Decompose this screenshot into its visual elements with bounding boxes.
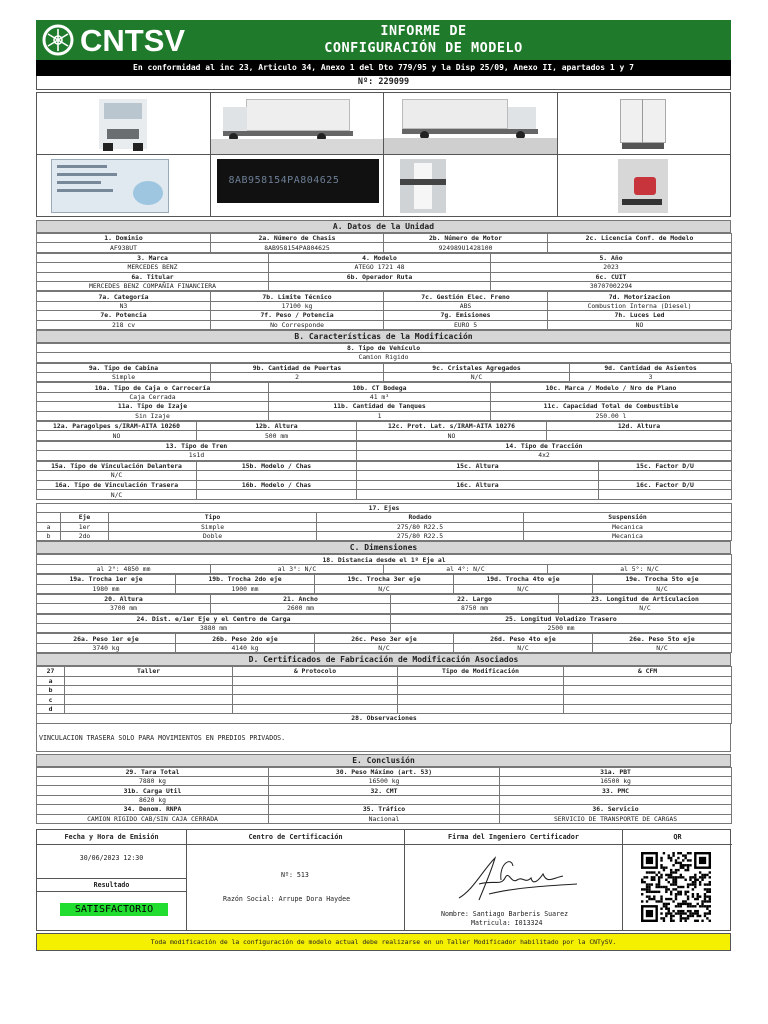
- section-c-trochas: [36, 574, 732, 594]
- label-peso-2: 26b. Peso 2do eje: [176, 634, 315, 643]
- photo-chassis-number: [211, 155, 385, 217]
- value-centro-razon: Razón Social: Arrupe Dora Haydee: [223, 894, 351, 903]
- value-trocha-4: N/C: [454, 584, 593, 593]
- label-peso-3: 26c. Peso 3er eje: [315, 634, 454, 643]
- certification-footer: [36, 829, 731, 931]
- value-asientos: 3: [570, 373, 732, 382]
- value-dist-5: al 5°: N/C: [548, 564, 732, 573]
- label-luces: 7h. Luces Led: [548, 311, 732, 320]
- section-c-carga: [36, 614, 732, 634]
- label-vinc-tras-modelo: 16b. Modelo / Chas: [197, 480, 357, 489]
- label-asientos: 9d. Cantidad de Asientos: [570, 363, 732, 372]
- value-pmc: [500, 795, 732, 804]
- value-tipo-vehiculo: Camion Rigido: [37, 353, 731, 362]
- table-row: [37, 676, 732, 685]
- table-row: [37, 704, 732, 713]
- ejes-head-suspension: Suspensión: [524, 513, 732, 522]
- certificados-table: [36, 666, 732, 723]
- label-vinc-tras-altura: 16c. Altura: [357, 480, 599, 489]
- label-motor: 2b. Número de Motor: [384, 234, 548, 243]
- photo-rear-light: [558, 155, 732, 217]
- value-peso-2: 4140 kg: [176, 643, 315, 652]
- report-title: [236, 23, 611, 57]
- section-b-title: B. Características de la Modificación: [36, 330, 731, 343]
- value-vinc-del-altura: [357, 470, 599, 480]
- value-vinc-del-factor: [599, 470, 732, 480]
- section-b-table-15: [36, 461, 732, 500]
- value-emisiones: EURO 5: [384, 320, 548, 329]
- section-b-table: [36, 343, 731, 363]
- label-altura: 20. Altura: [37, 594, 211, 603]
- eje-idx: a: [37, 522, 61, 531]
- value-cmt: [269, 795, 500, 804]
- label-puertas: 9b. Cantidad de Puertas: [211, 363, 384, 372]
- value-firma-matricula: Matricula: I013324: [471, 918, 543, 927]
- value-puertas: 2: [211, 373, 384, 382]
- qr-code[interactable]: [633, 852, 719, 922]
- label-servicio: 36. Servicio: [500, 805, 732, 814]
- value-articulacion: N/C: [559, 604, 732, 613]
- ejes-head-eje: Eje: [61, 513, 109, 522]
- value-peso-3: N/C: [315, 643, 454, 652]
- cert-head-cfm: & CFM: [564, 667, 732, 676]
- cert-row-letter: b: [37, 686, 65, 695]
- value-motorizacion: Combustion Interna (Diesel): [548, 301, 732, 310]
- value-traccion: 4x2: [357, 451, 732, 460]
- label-tara: 29. Tara Total: [37, 767, 269, 776]
- value-combustible: 250.00 l: [491, 411, 732, 420]
- cert-head-taller: Taller: [65, 667, 233, 676]
- section-b-table-9: [36, 363, 732, 383]
- label-peso-5: 26e. Peso 5to eje: [593, 634, 732, 643]
- label-prot-lat: 12c. Prot. Lat. s/IRAM-AITA 10276: [357, 422, 547, 431]
- value-vinc-del-modelo: [197, 470, 357, 480]
- label-largo: 22. Largo: [391, 594, 559, 603]
- eje-tipo: Simple: [109, 522, 317, 531]
- status-badge: SATISFACTORIO: [60, 903, 168, 916]
- center-column: [187, 830, 405, 930]
- section-a-table-3: [36, 291, 732, 330]
- value-potencia: 218 cv: [37, 320, 211, 329]
- label-peso-4: 26d. Peso 4to eje: [454, 634, 593, 643]
- label-carga-util: 31b. Carga Util: [37, 786, 269, 795]
- eje-idx: b: [37, 531, 61, 540]
- ejes-head-idx: [37, 513, 61, 522]
- notice-banner: Toda modificación de la configuración de modelo actual debe realizarse en un Taller Modificador habilitado por la CNTySV.: [36, 933, 731, 951]
- value-luces: NO: [548, 320, 732, 329]
- label-firma: Firma del Ingeniero Certificador: [405, 830, 622, 845]
- label-bodega: 10b. CT Bodega: [269, 383, 491, 392]
- section-c-pesos: [36, 633, 732, 653]
- label-trocha-1: 19a. Trocha 1er eje: [37, 575, 176, 584]
- value-anio: 2023: [491, 263, 732, 272]
- value-peso-4: N/C: [454, 643, 593, 652]
- report-page: [36, 20, 731, 951]
- value-centro-nro: Nº: 513: [281, 870, 309, 879]
- label-caja: 10a. Tipo de Caja o Carrocería: [37, 383, 269, 392]
- label-freno: 7c. Gestión Elec. Freno: [384, 292, 548, 301]
- eje-num: 1er: [61, 522, 109, 531]
- label-voladizo: 25. Longitud Voladizo Trasero: [391, 614, 732, 623]
- value-paragolpes-altura: 500 mm: [197, 431, 357, 440]
- value-cuit: 30707002294: [491, 281, 732, 290]
- observaciones-text: VINCULACION TRASERA SOLO PARA MOVIMIENTOS EN PREDIOS PRIVADOS.: [36, 724, 731, 752]
- conclusion-table: [36, 767, 732, 824]
- label-dominio: 1. Dominio: [37, 234, 211, 243]
- label-cuit: 6c. CUIT: [491, 272, 732, 281]
- label-distancia: 18. Distancia desde el 1º Eje al: [37, 555, 732, 564]
- report-number: Nº: 229099: [36, 76, 731, 90]
- eje-suspension: Mecanica: [524, 531, 732, 540]
- value-peso-5: N/C: [593, 643, 732, 652]
- engineer-signature: [453, 850, 583, 905]
- label-marca: 3. Marca: [37, 253, 269, 262]
- eje-tipo: Doble: [109, 531, 317, 540]
- label-cristales: 9c. Cristales Agregados: [384, 363, 570, 372]
- value-plano: [491, 392, 732, 401]
- value-servicio: SERVICIO DE TRANSPORTE DE CARGAS: [500, 814, 732, 823]
- label-vinc-tras: 16a. Tipo de Vinculación Trasera: [37, 480, 197, 489]
- value-peso-potencia: No Corresponde: [211, 320, 384, 329]
- value-vinc-del: N/C: [37, 470, 197, 480]
- photo-rear: [558, 93, 732, 155]
- label-traccion: 14. Tipo de Tracción: [357, 441, 732, 450]
- cert-row-letter: a: [37, 676, 65, 685]
- value-largo: 8750 mm: [391, 604, 559, 613]
- photo-front: [37, 93, 211, 155]
- label-titular: 6a. Titular: [37, 272, 269, 281]
- ejes-head-tipo: Tipo: [109, 513, 317, 522]
- value-firma-nombre: Nombre: Santiago Barberis Suarez: [441, 909, 569, 918]
- brand-text: CNTSV: [80, 23, 186, 57]
- label-categoria: 7a. Categoría: [37, 292, 211, 301]
- label-trocha-5: 19e. Trocha 5to eje: [593, 575, 732, 584]
- table-row: [37, 695, 732, 704]
- label-prot-lat-altura: 12d. Altura: [547, 422, 732, 431]
- photo-side-right: [384, 93, 558, 155]
- value-categoria: N3: [37, 301, 211, 310]
- label-tanques: 11b. Cantidad de Tanques: [269, 402, 491, 411]
- value-chasis: 8AB958154PA804625: [211, 243, 384, 252]
- value-tara: 7880 kg: [37, 776, 269, 785]
- value-dominio: AF938UT: [37, 243, 211, 252]
- value-izaje: Sin Izaje: [37, 411, 269, 420]
- eje-num: 2do: [61, 531, 109, 540]
- value-caja: Caja Cerrada: [37, 392, 269, 401]
- value-limite: 17100 kg: [211, 301, 384, 310]
- section-b-table-10: [36, 382, 732, 421]
- value-vinc-tras: N/C: [37, 490, 197, 499]
- label-centro: Centro de Certificación: [187, 830, 404, 845]
- cert-head-tipo: Tipo de Modificación: [398, 667, 564, 676]
- value-dist-3: al 3°: N/C: [211, 564, 384, 573]
- value-freno: ABS: [384, 301, 548, 310]
- label-peso-potencia: 7f. Peso / Potencia: [211, 311, 384, 320]
- value-trocha-1: 1980 mm: [37, 584, 176, 593]
- table-row: [37, 522, 732, 531]
- label-peso-maximo: 30. Peso Máximo (art. 53): [269, 767, 500, 776]
- section-d-title: D. Certificados de Fabricación de Modificación Asociados: [36, 653, 731, 666]
- value-peso-1: 3740 kg: [37, 643, 176, 652]
- value-vinc-tras-altura: [357, 490, 599, 499]
- label-licencia: 2c. Licencia Conf. de Modelo: [548, 234, 732, 243]
- cert-row-letter: c: [37, 695, 65, 704]
- label-observaciones: 28. Observaciones: [37, 714, 732, 723]
- label-tren: 13. Tipo de Tren: [37, 441, 357, 450]
- value-operador: [269, 281, 491, 290]
- label-anio: 5. Año: [491, 253, 732, 262]
- label-resultado: Resultado: [37, 878, 186, 892]
- label-rnpa: 34. Denom. RNPA: [37, 805, 269, 814]
- label-vinc-del: 15a. Tipo de Vinculación Delantera: [37, 461, 197, 470]
- label-vinc-del-altura: 15c. Altura: [357, 461, 599, 470]
- label-modelo: 4. Modelo: [269, 253, 491, 262]
- value-altura: 3700 mm: [37, 604, 211, 613]
- value-tren: 1s1d: [37, 451, 357, 460]
- label-operador: 6b. Operador Ruta: [269, 272, 491, 281]
- value-motor: 924989U1428100: [384, 243, 548, 252]
- value-modelo: ATEGO 1721 48: [269, 263, 491, 272]
- label-vinc-del-modelo: 15b. Modelo / Chas: [197, 461, 357, 470]
- label-vinc-tras-factor: 16c. Factor D/U: [599, 480, 732, 489]
- cert-head-num: 27: [37, 667, 65, 676]
- label-tipo-vehiculo: 8. Tipo de Vehículo: [37, 343, 731, 352]
- label-vinc-del-factor: 15c. Factor D/U: [599, 461, 732, 470]
- section-a-title: A. Datos de la Unidad: [36, 220, 731, 233]
- label-cabina: 9a. Tipo de Cabina: [37, 363, 211, 372]
- section-b-table-13: [36, 441, 732, 461]
- eje-rodado: 275/80 R22.5: [317, 522, 524, 531]
- label-combustible: 11c. Capacidad Total de Combustible: [491, 402, 732, 411]
- section-a-table: [36, 233, 732, 253]
- value-vinc-tras-factor: [599, 490, 732, 499]
- label-peso-1: 26a. Peso 1er eje: [37, 634, 176, 643]
- value-cristales: N/C: [384, 373, 570, 382]
- value-trocha-3: N/C: [315, 584, 454, 593]
- section-b-table-12: [36, 421, 732, 441]
- value-tanques: 1: [269, 411, 491, 420]
- value-carga-util: 8620 kg: [37, 795, 269, 804]
- value-pbt: 16500 kg: [500, 776, 732, 785]
- photo-side-left: [211, 93, 385, 155]
- value-cabina: Simple: [37, 373, 211, 382]
- label-pbt: 31a. PBT: [500, 767, 732, 776]
- label-chasis: 2a. Número de Chasis: [211, 234, 384, 243]
- report-header: [36, 20, 731, 60]
- value-rnpa: CAMION RIGIDO CAB/SIN CAJA CERRADA: [37, 814, 269, 823]
- value-fecha: 30/06/2023 12:30: [79, 853, 144, 862]
- value-dist-2: al 2°: 4850 mm: [37, 564, 211, 573]
- label-potencia: 7e. Potencia: [37, 311, 211, 320]
- qr-column: [623, 830, 732, 930]
- value-prot-lat: NO: [357, 431, 547, 440]
- label-centro-carga: 24. Dist. e/1er Eje y el Centro de Carga: [37, 614, 391, 623]
- section-e-title: E. Conclusión: [36, 754, 731, 767]
- section-a-table-2: [36, 253, 732, 292]
- label-cmt: 32. CMT: [269, 786, 500, 795]
- chassis-engraving: 8AB958154PA804625: [228, 175, 340, 186]
- value-trafico: Nacional: [269, 814, 500, 823]
- value-bodega: 41 m³: [269, 392, 491, 401]
- title-line-1: INFORME DE: [380, 23, 467, 39]
- photo-cargo-interior: [384, 155, 558, 217]
- photo-grid: [36, 92, 731, 217]
- ejes-head-rodado: Rodado: [317, 513, 524, 522]
- value-marca: MERCEDES BENZ: [37, 263, 269, 272]
- value-vinc-tras-modelo: [197, 490, 357, 499]
- label-emisiones: 7g. Emisiones: [384, 311, 548, 320]
- label-paragolpes-altura: 12b. Altura: [197, 422, 357, 431]
- value-paragolpes: NO: [37, 431, 197, 440]
- value-prot-lat-altura: [547, 431, 732, 440]
- value-titular: MERCEDES BENZ COMPAÑIA FINANCIERA: [37, 281, 269, 290]
- label-limite: 7b. Limite Técnico: [211, 292, 384, 301]
- value-dist-4: al 4°: N/C: [384, 564, 548, 573]
- eje-rodado: 275/80 R22.5: [317, 531, 524, 540]
- label-ejes: 17. Ejes: [37, 503, 732, 512]
- label-paragolpes: 12a. Paragolpes s/IRAM-AITA 10260: [37, 422, 197, 431]
- value-trocha-2: 1900 mm: [176, 584, 315, 593]
- cntsv-logo: [40, 23, 220, 57]
- label-motorizacion: 7d. Motorizacion: [548, 292, 732, 301]
- section-c-medidas: [36, 594, 732, 614]
- label-trocha-4: 19d. Trocha 4to eje: [454, 575, 593, 584]
- section-c-table: [36, 554, 732, 574]
- value-peso-maximo: 16500 kg: [269, 776, 500, 785]
- table-row: [37, 531, 732, 540]
- label-trocha-2: 19b. Trocha 2do eje: [176, 575, 315, 584]
- value-trocha-5: N/C: [593, 584, 732, 593]
- cert-head-protocolo: & Protocolo: [233, 667, 398, 676]
- value-voladizo: 2500 mm: [391, 624, 732, 633]
- emission-column: [37, 830, 187, 930]
- label-trafico: 35. Tráfico: [269, 805, 500, 814]
- label-ancho: 21. Ancho: [211, 594, 391, 603]
- section-c-title: C. Dimensiones: [36, 541, 731, 554]
- value-ancho: 2600 mm: [211, 604, 391, 613]
- title-line-2: CONFIGURACIÓN DE MODELO: [324, 40, 523, 56]
- label-plano: 10c. Marca / Modelo / Nro de Plano: [491, 383, 732, 392]
- value-licencia: [548, 243, 732, 252]
- photo-document: [37, 155, 211, 217]
- label-articulacion: 23. Longitud de Articulacion: [559, 594, 732, 603]
- cert-row-letter: d: [37, 704, 65, 713]
- label-pmc: 33. PMC: [500, 786, 732, 795]
- legal-subtitle: En conformidad al inc 23, Articulo 34, Anexo 1 del Dto 779/95 y la Disp 25/09, Anexo II, apartados 1 y 7: [36, 60, 731, 76]
- ejes-table: [36, 503, 732, 542]
- eje-suspension: Mecanica: [524, 522, 732, 531]
- label-izaje: 11a. Tipo de Izaje: [37, 402, 269, 411]
- engineer-column: [405, 830, 623, 930]
- label-fecha: Fecha y Hora de Emisión: [37, 830, 186, 845]
- table-row: [37, 686, 732, 695]
- label-trocha-3: 19c. Trocha 3er eje: [315, 575, 454, 584]
- value-centro-carga: 3880 mm: [37, 624, 391, 633]
- label-qr: QR: [623, 830, 732, 845]
